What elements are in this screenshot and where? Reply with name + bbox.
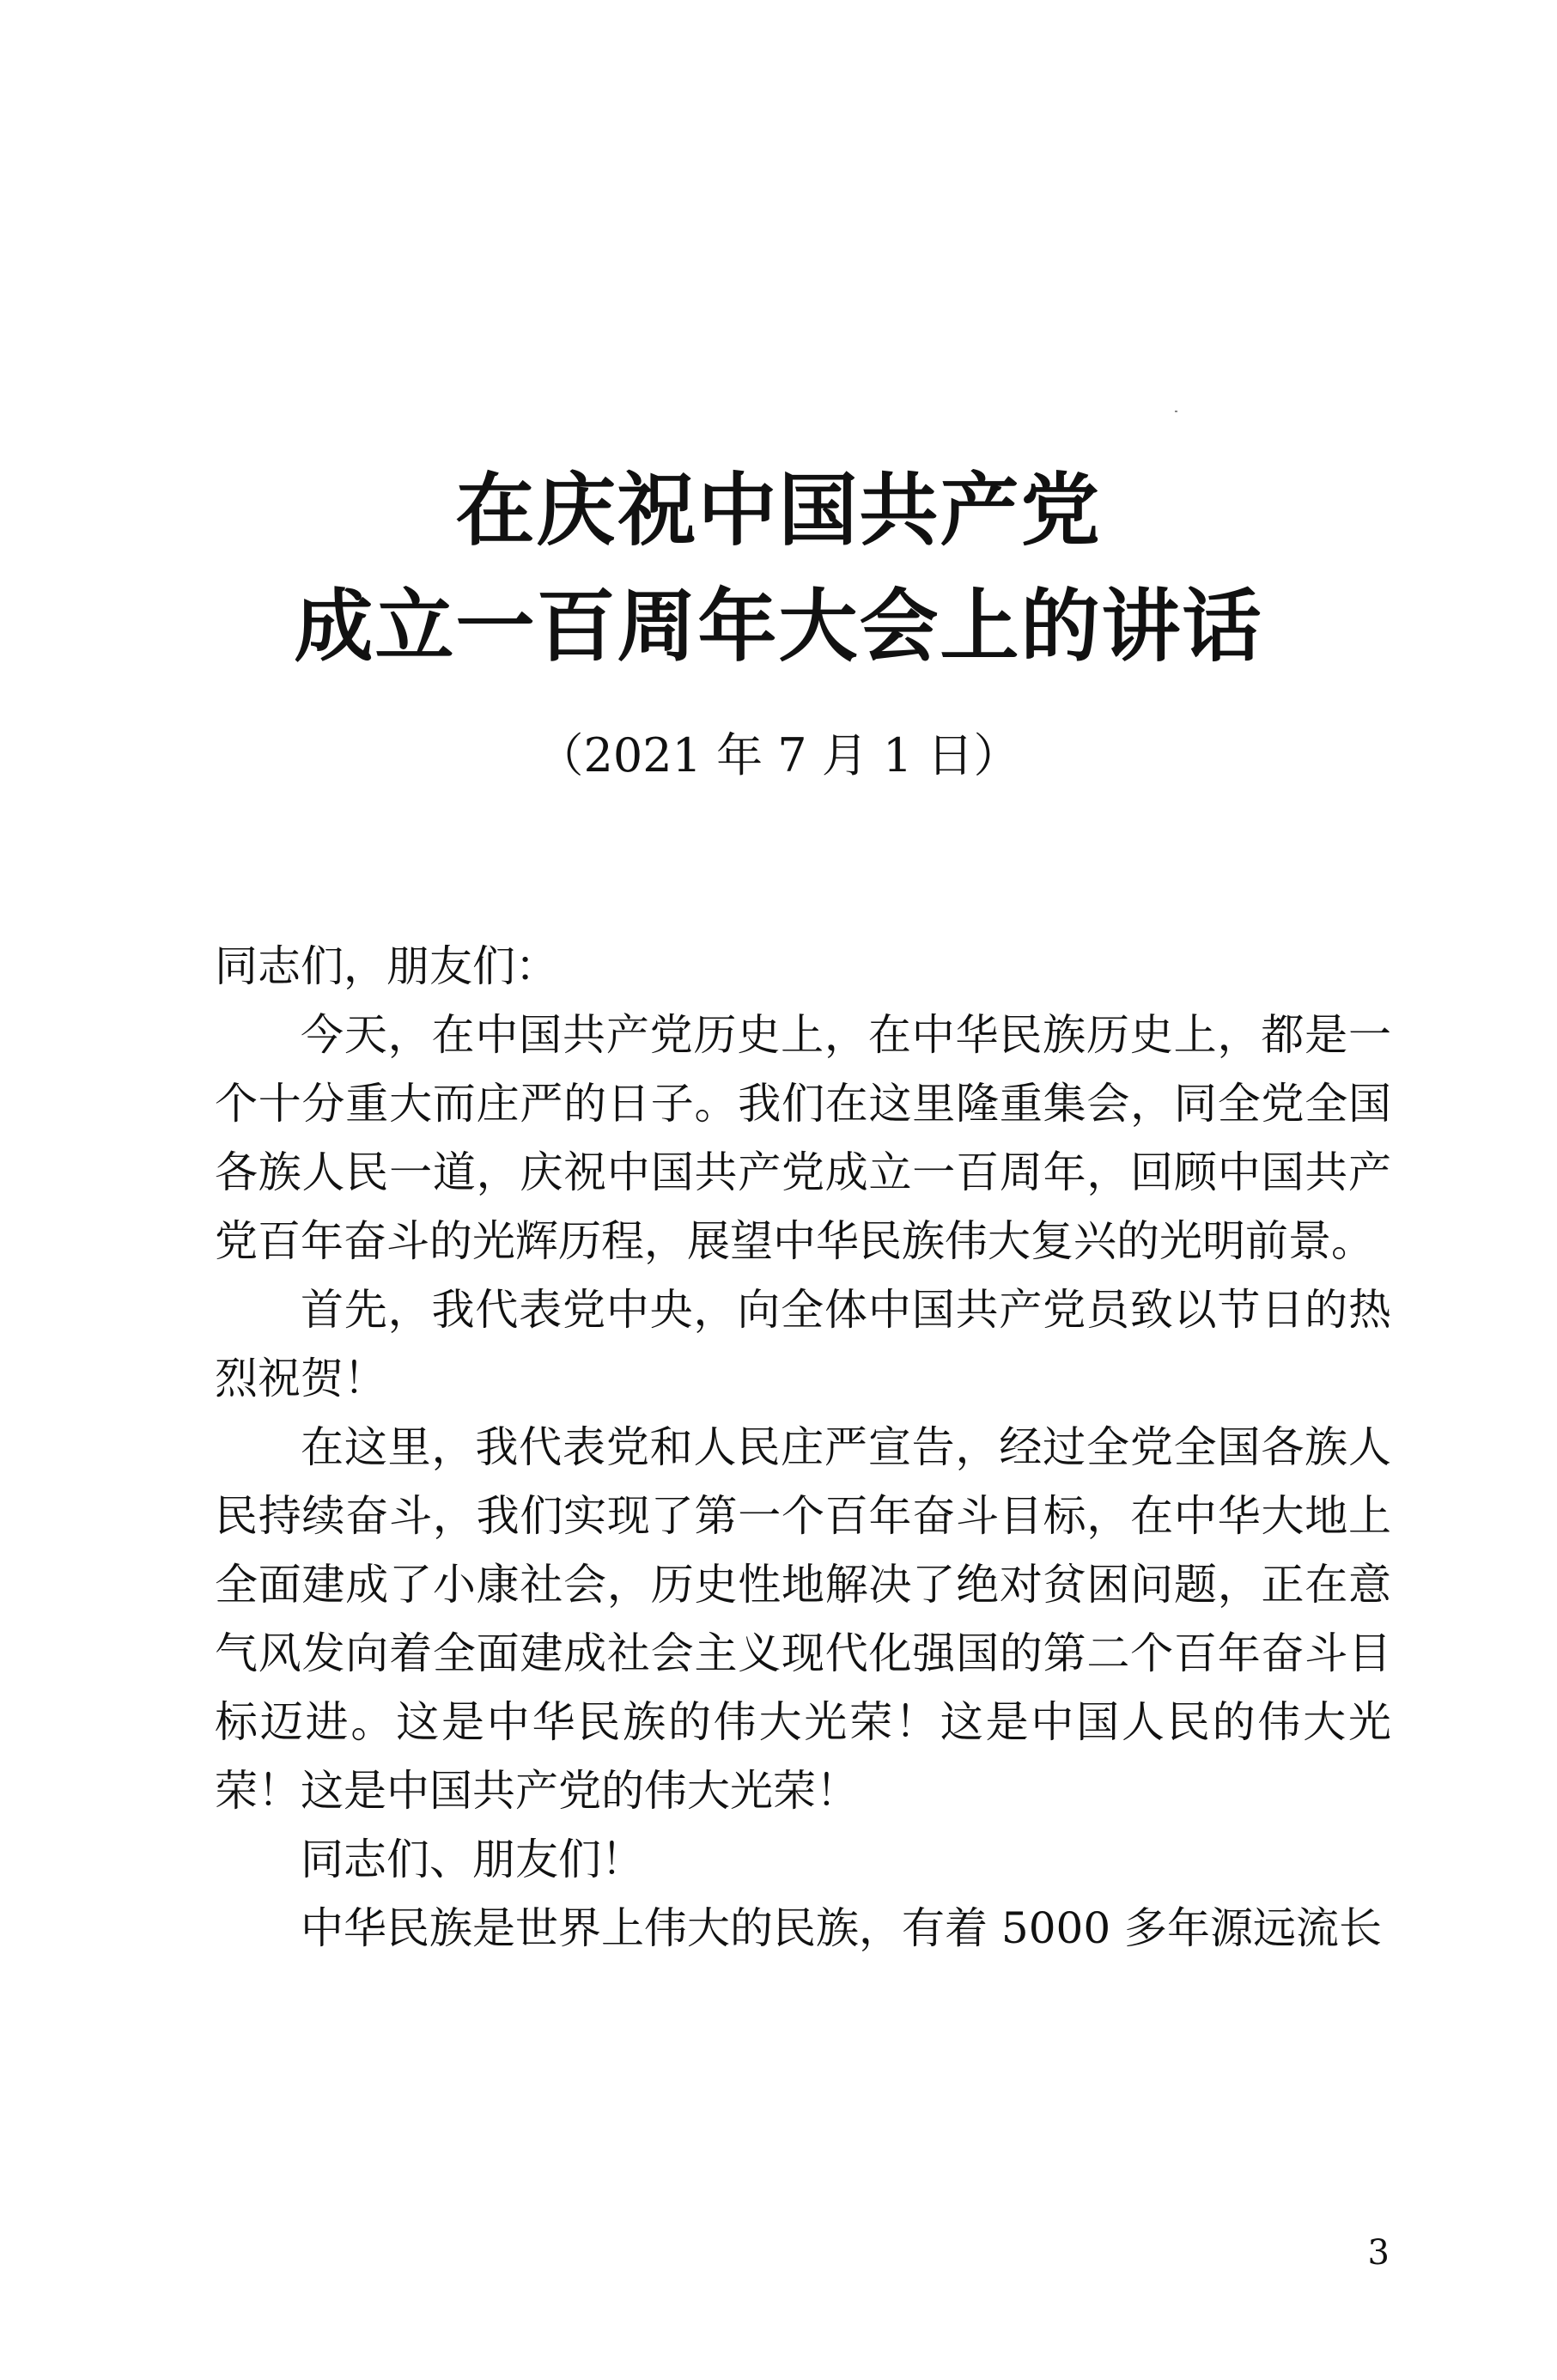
speech-date: （2021 年 7 月 1 日）: [537, 728, 1020, 782]
paragraph-3: 在这里，我代表党和人民庄严宣告，经过全党全国各族人民持续奋斗，我们实现了第一个百年奋斗目标，在中华大地上全面建成了小康社会，历史性地解决了绝对贫困问题，正在意气风发向着全面建成社会主义现代化强国的第二个百年奋斗目标迈进。这是中华民族的伟大光荣！这是中国人民的伟大光荣！这是中国共产党的伟大光荣！: [215, 1422, 1391, 1816]
paragraph-2: 首先，我代表党中央，向全体中国共产党员致以节日的热烈祝贺！: [215, 1285, 1391, 1403]
paragraph-1: 今天，在中国共产党历史上，在中华民族历史上，都是一个十分重大而庄严的日子。我们在这里隆重集会，同全党全国各族人民一道，庆祝中国共产党成立一百周年，回顾中国共产党百年奋斗的光辉历程，展望中华民族伟大复兴的光明前景。: [215, 1010, 1391, 1266]
salutation: 同志们，朋友们：: [215, 941, 558, 991]
speech-title-line-1: 在庆祝中国共产党: [455, 465, 1102, 557]
paragraph-4: 同志们、朋友们！: [301, 1835, 644, 1884]
page-number: 3: [1367, 2233, 1390, 2273]
speech-title-line-2: 成立一百周年大会上的讲话: [294, 581, 1263, 673]
scan-speck: [1175, 411, 1177, 412]
speech-body: [215, 932, 1391, 1963]
paragraph-5: 中华民族是世界上伟大的民族，有着 5000 多年源远流长: [301, 1903, 1383, 1953]
